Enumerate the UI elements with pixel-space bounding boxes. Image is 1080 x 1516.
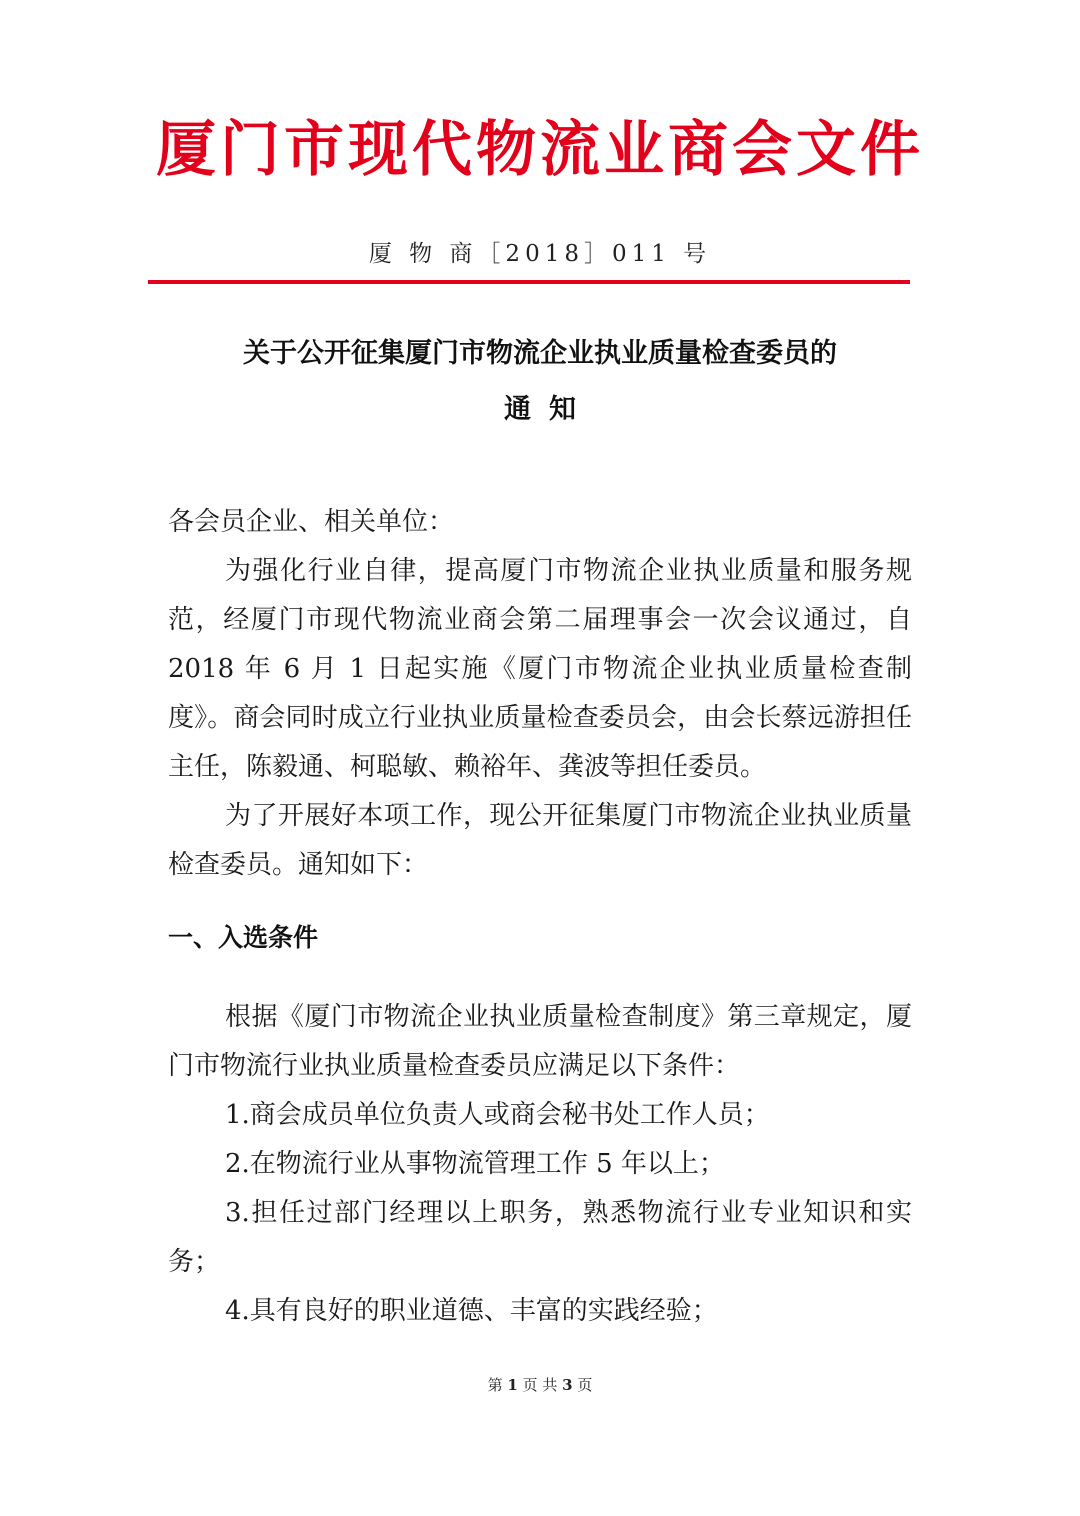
footer-total-pages: 3 [562, 1376, 573, 1394]
condition-item: 3.担任过部门经理以上职务，熟悉物流行业专业知识和实务； [168, 1198, 912, 1277]
footer-prefix: 第 [487, 1376, 503, 1394]
section-1-body [168, 993, 912, 1336]
notice-body [168, 498, 912, 890]
section-1-intro: 根据《厦门市物流企业执业质量检查制度》第三章规定，厦门市物流行业执业质量检查委员应满足以下条件： [168, 1002, 912, 1081]
header-divider [148, 280, 910, 284]
salutation: 各会员企业、相关单位： [168, 507, 455, 537]
footer-page-number: 1 [507, 1376, 518, 1394]
notice-title-line1: 关于公开征集厦门市物流企业执业质量检查委员的 [243, 338, 837, 369]
page-footer [0, 1374, 1080, 1396]
section-heading-1: 一、入选条件 [168, 923, 319, 952]
footer-middle: 页 共 [522, 1376, 558, 1394]
paragraph-2: 为了开展好本项工作，现公开征集厦门市物流企业执业质量检查委员。通知如下： [168, 801, 912, 880]
document-number: 厦 物 商［2018］011 号 [368, 241, 712, 267]
condition-item: 4.具有良好的职业道德、丰富的实践经验； [225, 1296, 718, 1326]
document-header-title: 厦门市现代物流业商会文件 [156, 115, 924, 185]
condition-item: 2.在物流行业从事物流管理工作 5 年以上； [225, 1149, 725, 1179]
footer-suffix: 页 [577, 1376, 593, 1394]
condition-item: 1.商会成员单位负责人或商会秘书处工作人员； [225, 1100, 770, 1130]
paragraph-1: 为强化行业自律，提高厦门市物流企业执业质量和服务规范，经厦门市现代物流业商会第二届理事会一次会议通过，自 2018 年 6 月 1 日起实施《厦门市物流企业执业质量检查制度》。商会同时成立行业执业质量检查委员会，由会长蔡远游担任主任，陈毅通、柯聪敏、赖裕年、龚波等担任委员。 [168, 556, 912, 782]
notice-title-line2: 通知 [504, 394, 594, 425]
